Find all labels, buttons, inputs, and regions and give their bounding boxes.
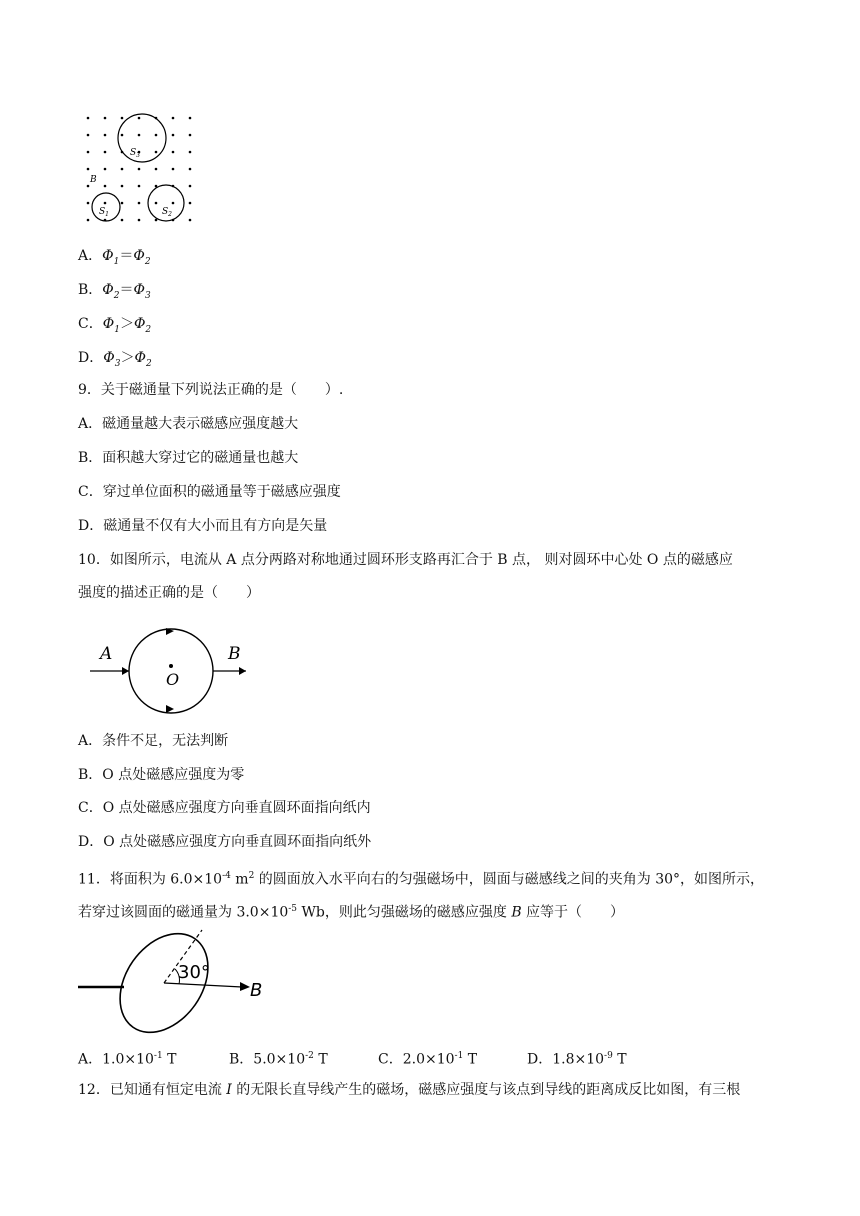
angle-label: 30°	[178, 962, 210, 983]
label-b-field: B	[90, 175, 97, 185]
q10-option-d: D．O 点处磁感应强度方向垂直圆环面指向纸外	[78, 834, 372, 850]
label-o: O	[166, 670, 180, 689]
q9-option-a: A．磁通量越大表示磁感应强度越大	[78, 416, 299, 432]
q10-stem-line1: 10．如图所示，电流从 A 点分两路对称地通过圆环形支路再汇合于 B 点， 则对圆环中心处 O 点的磁感应	[78, 552, 733, 568]
q9-stem: 9．关于磁通量下列说法正确的是（ ）.	[78, 382, 344, 398]
label-s2: $S_2$	[162, 207, 172, 218]
q8-option-b: B．$\Phi_2=\Phi_3$	[78, 282, 151, 301]
q8-figure	[80, 110, 200, 230]
q12-stem: 12．已知通有恒定电流 I 的无限长直导线产生的磁场，磁感应强度与该点到导线的距离成反比如图，有三根	[78, 1082, 741, 1098]
q10-stem-line2: 强度的描述正确的是（ ）	[78, 585, 260, 601]
q11-option-b: B．$5.0\times 10^{-2}$ T	[229, 1051, 328, 1068]
label-a: A	[100, 644, 113, 664]
q9-option-d: D．磁通量不仅有大小而且有方向是矢量	[78, 518, 328, 534]
q11-options	[78, 1046, 778, 1066]
label-b-arrow: B	[250, 980, 263, 1001]
q8-option-c: C．$\Phi_1>\Phi_2$	[78, 316, 152, 335]
q9-option-c: C．穿过单位面积的磁通量等于磁感应强度	[78, 484, 341, 500]
q11-option-a: A．$1.0\times 10^{-1}$ T	[78, 1051, 177, 1068]
q9-option-b: B．面积越大穿过它的磁通量也越大	[78, 450, 299, 466]
q11-stem-line1: 11．将面积为 $6.0\times 10^{-4}$ $m^2$ 的圆面放入水平向右的匀强磁场中，圆面与磁感线之间的夹角为 30°，如图所示，	[78, 871, 765, 888]
q10-option-c: C．O 点处磁感应强度方向垂直圆环面指向纸内	[78, 800, 371, 816]
q11-figure	[78, 926, 278, 1038]
q10-option-b: B．O 点处磁感应强度为零	[78, 767, 245, 783]
q8-option-a: A．$\Phi_1=\Phi_2$	[78, 248, 151, 267]
q8-option-d: D．$\Phi_3>\Phi_2$	[78, 350, 152, 369]
label-s1: $S_1$	[99, 207, 109, 218]
q11-stem-line2: 若穿过该圆面的磁通量为 $3.0\times 10^{-5}$ Wb，则此匀强磁场的磁感应强度 B 应等于（ ）	[78, 904, 625, 921]
label-b: B	[228, 644, 241, 664]
q10-figure	[86, 628, 266, 718]
q10-option-a: A．条件不足，无法判断	[78, 733, 229, 749]
q11-option-d: D．$1.8\times 10^{-9}$ T	[527, 1051, 627, 1068]
q11-option-c: C．$2.0\times 10^{-1}$ T	[378, 1051, 478, 1068]
label-s3: $S_3$	[130, 148, 140, 159]
